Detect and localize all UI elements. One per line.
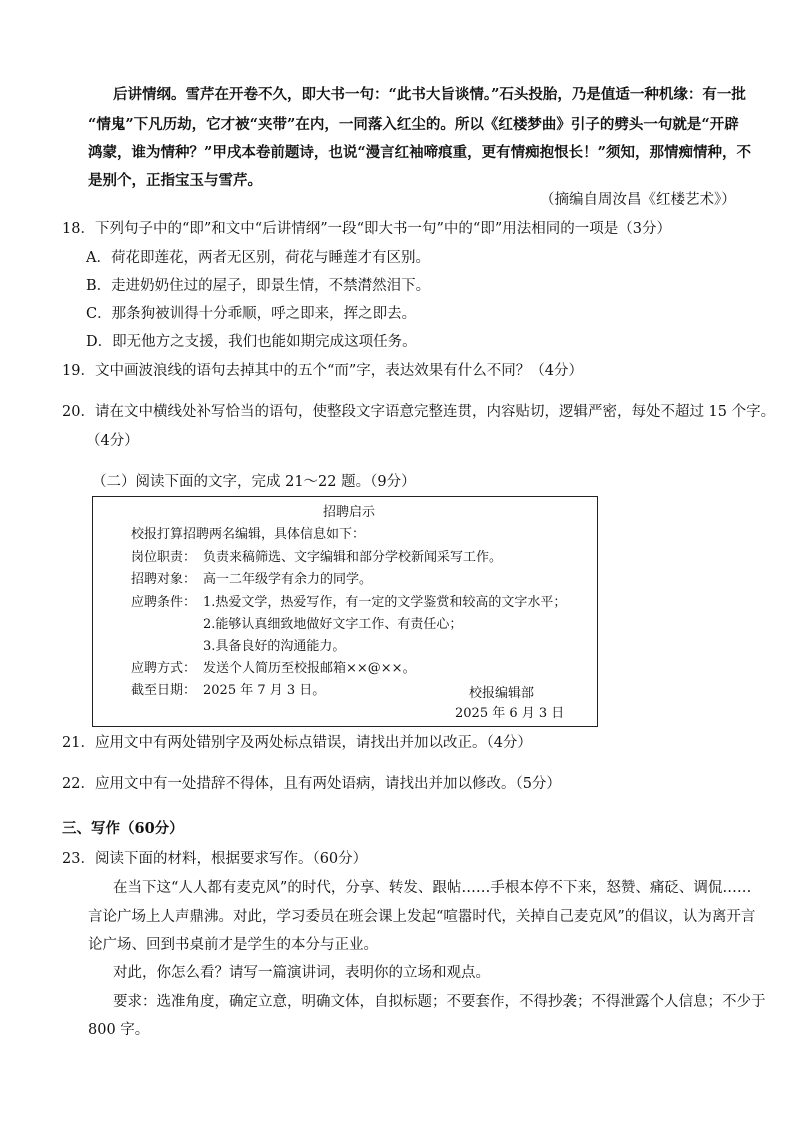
question-20-line-2: （4分）: [86, 433, 139, 449]
passage-line-4: 是别个，正指宝玉与雪芹。: [88, 172, 262, 189]
question-18-option-a: A．荷花即莲花，两者无区别，荷花与睡莲才有区别。: [86, 250, 430, 266]
question-18-option-b: B．走进奶奶住过的屋子，即景生情，不禁潸然泪下。: [86, 278, 431, 294]
question-18-stem: 18．下列句子中的“即”和文中“后讲情纲”一段“即大书一句”中的“即”用法相同的一项是（3分）: [62, 221, 671, 237]
notice-condition-1: 1.热爱文学，热爱写作，有一定的文学鉴赏和较高的文字水平；: [203, 595, 567, 610]
job-notice-box: [92, 496, 598, 727]
question-23-material-2: 言论广场上人声鼎沸。对此，学习委员在班会课上发起“喧嚣时代，关掉自己麦克风”的倡议，认为离开言: [88, 909, 756, 925]
section-2-heading: （二）阅读下面的文字，完成 21～22 题。（9分）: [92, 474, 416, 490]
notice-deadline-label: 截至日期：: [131, 683, 197, 698]
question-22: 22．应用文中有一处措辞不得体，且有两处语病，请找出并加以修改。（5分）: [62, 776, 561, 792]
passage-line-2: “情鬼”下凡历劫，它才被“夹带”在内，一同落入红尘的。所以《红楼梦曲》引子的劈头一句就是“开辟: [88, 116, 739, 133]
question-23-requirements-2: 800 字。: [88, 1022, 150, 1038]
notice-method-label: 应聘方式：: [131, 661, 197, 676]
question-23-material-1: 在当下这“人人都有麦克风”的时代，分享、转发、跟帖……手根本停不下来，怒赞、痛砭、调侃……: [113, 880, 752, 896]
question-23-requirements-1: 要求：选准角度，确定立意，明确文体，自拟标题；不要套作，不得抄袭；不得泄露个人信息；不少于: [113, 994, 766, 1010]
notice-duty-label: 岗位职责：: [131, 550, 197, 565]
question-19: 19．文中画波浪线的语句去掉其中的五个“而”字，表达效果有什么不同？（4分）: [62, 363, 583, 379]
question-18-option-d: D．即无他方之支援，我们也能如期完成这项任务。: [86, 334, 417, 350]
question-23-material-3: 论广场、回到书桌前才是学生的本分与正业。: [88, 937, 378, 953]
question-23-stem: 23．阅读下面的材料，根据要求写作。（60分）: [62, 851, 368, 867]
notice-date: 2025 年 6 月 3 日: [455, 706, 565, 721]
notice-target: 高一二年级学有余力的同学。: [203, 572, 373, 587]
question-20-line-1: 20．请在文中横线处补写恰当的语句，使整段文字语意完整连贯，内容贴切，逻辑严密，每处不超过 15 个字。: [62, 404, 776, 420]
question-23-prompt: 对此，你怎么看？请写一篇演讲词，表明你的立场和观点。: [113, 965, 490, 981]
notice-target-label: 招聘对象：: [131, 572, 197, 587]
section-3-heading: 三、写作（60分）: [62, 820, 184, 837]
notice-condition-3: 3.具备良好的沟通能力。: [203, 639, 346, 654]
notice-intro: 校报打算招聘两名编辑，具体信息如下：: [131, 527, 366, 542]
notice-issuer: 校报编辑部: [469, 686, 535, 701]
passage-source: （摘编自周汝昌《红楼艺术》）: [540, 192, 736, 208]
question-21: 21．应用文中有两处错别字及两处标点错误，请找出并加以改正。（4分）: [62, 735, 532, 751]
question-18-option-c: C．那条狗被训得十分乖顺，呼之即来，挥之即去。: [86, 306, 417, 322]
notice-condition-2: 2.能够认真细致地做好文字工作、有责任心；: [203, 617, 463, 632]
notice-deadline: 2025 年 7 月 3 日。: [203, 683, 326, 698]
notice-method: 发送个人简历至校报邮箱××@××。: [203, 661, 416, 676]
notice-title: 招聘启示: [323, 505, 376, 520]
notice-duty: 负责来稿筛选、文字编辑和部分学校新闻采写工作。: [203, 550, 503, 565]
passage-line-1: 后讲情纲。雪芹在开卷不久，即大书一句：“此书大旨谈情。”石头投胎，乃是值适一种机缘：有一批: [113, 86, 746, 103]
passage-line-3: 鸿蒙，谁为情种？”甲戌本卷前题诗，也说“漫言红袖啼痕重，更有情痴抱恨长！”须知，那情痴情种，不: [88, 144, 752, 161]
notice-conditions-label: 应聘条件：: [131, 595, 197, 610]
